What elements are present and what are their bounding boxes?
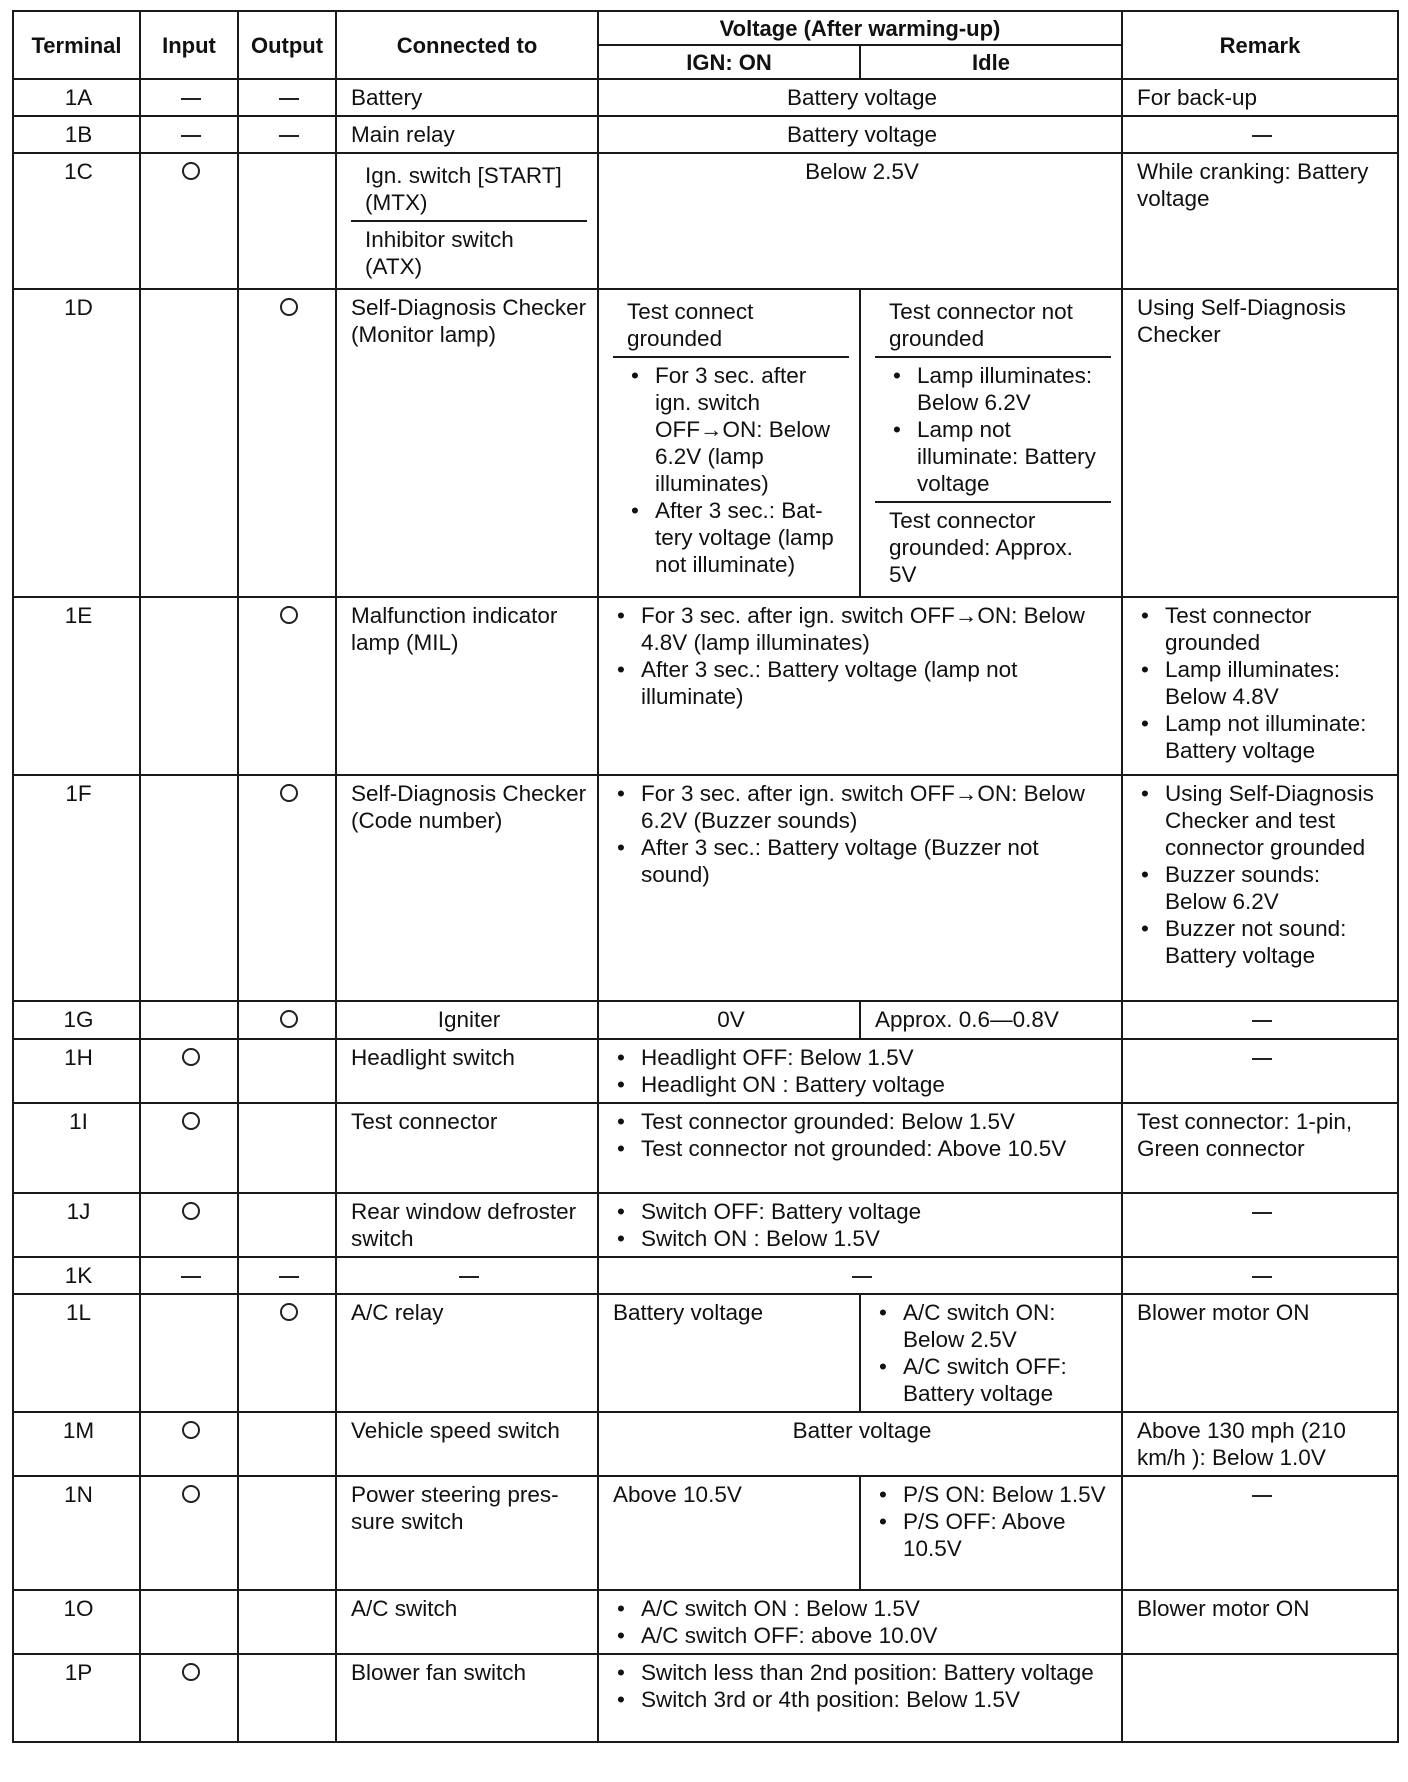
- ign-head: Test connect grounded: [627, 299, 754, 351]
- bullet-list: [627, 362, 839, 578]
- bullet-item: • Test connector grounded: [1165, 602, 1387, 656]
- connected-sub: Ign. switch [START] (MTX): [365, 163, 562, 215]
- bullet-item: • Test connector grounded: Below 1.5V: [641, 1108, 1111, 1135]
- dash-mark: [181, 98, 201, 100]
- terminal-cell: 1E: [13, 597, 140, 775]
- ign-cell: Battery voltage: [598, 1294, 860, 1412]
- input-cell: [140, 153, 238, 289]
- connected-cell: Malfunction indicator lamp (MIL): [336, 597, 598, 775]
- voltage-cell: Below 2.5V: [598, 153, 1122, 289]
- input-cell: [140, 1476, 238, 1590]
- dash-mark: [459, 1276, 479, 1278]
- output-cell: [238, 1001, 336, 1039]
- connected-cell: Vehicle speed switch: [336, 1412, 598, 1476]
- output-cell: [238, 1654, 336, 1742]
- remark-cell: [1122, 116, 1398, 153]
- connected-cell: Self-Diagnosis Checker (Monitor lamp): [336, 289, 598, 597]
- table-row: [13, 116, 1398, 153]
- output-cell: [238, 116, 336, 153]
- idle-foot: Test connector grounded: Approx. 5V: [875, 501, 1111, 592]
- connected-cell: Power steering pres-sure switch: [336, 1476, 598, 1590]
- bullet-item: • After 3 sec.: Battery voltage (Buzzer not sound): [641, 834, 1111, 888]
- circle-mark: [280, 784, 298, 802]
- bullet-item: • P/S ON: Below 1.5V: [903, 1481, 1111, 1508]
- header-terminal: Terminal: [13, 11, 140, 79]
- remark-cell: [1122, 1039, 1398, 1103]
- input-cell: [140, 1412, 238, 1476]
- terminal-cell: 1H: [13, 1039, 140, 1103]
- dash-mark: [1252, 135, 1272, 137]
- connected-cell: Rear window defroster switch: [336, 1193, 598, 1257]
- dash-mark: [279, 1276, 299, 1278]
- terminal-cell: 1D: [13, 289, 140, 597]
- terminal-cell: 1K: [13, 1257, 140, 1294]
- output-cell: [238, 1193, 336, 1257]
- bullet-item: • Switch 3rd or 4th position: Below 1.5V: [641, 1686, 1111, 1713]
- circle-mark: [182, 1048, 200, 1066]
- table-row: [13, 289, 1398, 597]
- input-cell: [140, 1001, 238, 1039]
- bullet-list: [613, 780, 1111, 888]
- bullet-item: • For 3 sec. after ign. switch OFF→ON: Below 6.2V (lamp illuminates): [655, 362, 839, 497]
- input-cell: [140, 1193, 238, 1257]
- terminal-voltage-table-page: [12, 10, 1397, 1743]
- header-remark: Remark: [1122, 11, 1398, 79]
- output-cell: [238, 1476, 336, 1590]
- remark-cell: While cranking: Battery voltage: [1122, 153, 1398, 289]
- bullet-list: [613, 1044, 1111, 1098]
- circle-mark: [182, 1112, 200, 1130]
- terminal-cell: 1A: [13, 79, 140, 116]
- table-row: [13, 597, 1398, 775]
- circle-mark: [182, 1202, 200, 1220]
- bullet-list: [889, 362, 1101, 497]
- output-cell: [238, 1412, 336, 1476]
- connected-sub: Inhibitor switch (ATX): [351, 220, 587, 284]
- header-row: [13, 11, 1398, 45]
- dash-mark: [279, 98, 299, 100]
- header-ign-on: IGN: ON: [598, 45, 860, 79]
- dash-mark: [1252, 1212, 1272, 1214]
- table-row: [13, 1103, 1398, 1193]
- input-cell: [140, 1103, 238, 1193]
- remark-cell: [1122, 1654, 1398, 1742]
- output-cell: [238, 1257, 336, 1294]
- bullet-item: • Switch OFF: Battery voltage: [641, 1198, 1111, 1225]
- circle-mark: [280, 606, 298, 624]
- table-row: [13, 775, 1398, 1001]
- table-row: [13, 1294, 1398, 1412]
- voltage-cell: [598, 1039, 1122, 1103]
- input-cell: [140, 289, 238, 597]
- header-input: Input: [140, 11, 238, 79]
- connected-cell: Test connector: [336, 1103, 598, 1193]
- bullet-list: [1137, 602, 1387, 764]
- connected-cell: [336, 153, 598, 289]
- remark-cell: [1122, 775, 1398, 1001]
- circle-mark: [182, 1421, 200, 1439]
- bullet-list: [613, 1659, 1111, 1713]
- output-cell: [238, 289, 336, 597]
- bullet-item: • Switch ON : Below 1.5V: [641, 1225, 1111, 1252]
- ign-list-wrap: [613, 356, 849, 582]
- remark-cell: [1122, 1257, 1398, 1294]
- remark-cell: Above 130 mph (210 km/h ): Below 1.0V: [1122, 1412, 1398, 1476]
- bullet-item: • P/S OFF: Above 10.5V: [903, 1508, 1111, 1562]
- connected-cell: A/C relay: [336, 1294, 598, 1412]
- header-output: Output: [238, 11, 336, 79]
- output-cell: [238, 1294, 336, 1412]
- idle-head: Test connector not grounded: [889, 299, 1073, 351]
- table-row: [13, 1412, 1398, 1476]
- table-row: [13, 1039, 1398, 1103]
- table-row: [13, 1590, 1398, 1654]
- dash-mark: [181, 135, 201, 137]
- output-cell: [238, 1590, 336, 1654]
- bullet-item: • Lamp illuminates: Below 4.8V: [1165, 656, 1387, 710]
- bullet-item: • Lamp not illuminate: Battery voltage: [1165, 710, 1387, 764]
- input-cell: [140, 775, 238, 1001]
- bullet-item: • For 3 sec. after ign. switch OFF→ON: Below 6.2V (Buzzer sounds): [641, 780, 1111, 834]
- idle-cell: [860, 1476, 1122, 1590]
- table-row: [13, 1654, 1398, 1742]
- voltage-cell: [598, 1590, 1122, 1654]
- bullet-list: [613, 1198, 1111, 1252]
- idle-list-wrap: [875, 356, 1111, 501]
- bullet-item: • A/C switch OFF: Battery voltage: [903, 1353, 1111, 1407]
- remark-cell: For back-up: [1122, 79, 1398, 116]
- terminal-cell: 1C: [13, 153, 140, 289]
- bullet-item: • Using Self-Diagnosis Checker and test connector grounded: [1165, 780, 1387, 861]
- remark-cell: [1122, 1476, 1398, 1590]
- circle-mark: [182, 1485, 200, 1503]
- header-voltage: Voltage (After warming-up): [598, 11, 1122, 45]
- bullet-item: • A/C switch OFF: above 10.0V: [641, 1622, 1111, 1649]
- connected-cell: Igniter: [336, 1001, 598, 1039]
- remark-cell: Blower motor ON: [1122, 1590, 1398, 1654]
- bullet-item: • Headlight ON : Battery voltage: [641, 1071, 1111, 1098]
- voltage-cell: [598, 1193, 1122, 1257]
- terminal-voltage-table: [12, 10, 1399, 1743]
- input-cell: [140, 79, 238, 116]
- remark-cell: Blower motor ON: [1122, 1294, 1398, 1412]
- terminal-cell: 1I: [13, 1103, 140, 1193]
- connected-cell: A/C switch: [336, 1590, 598, 1654]
- bullet-item: • Lamp illuminates: Below 6.2V: [917, 362, 1101, 416]
- voltage-cell: Batter voltage: [598, 1412, 1122, 1476]
- bullet-item: • Lamp not illuminate: Battery voltage: [917, 416, 1101, 497]
- terminal-cell: 1M: [13, 1412, 140, 1476]
- bullet-list: [613, 1108, 1111, 1162]
- voltage-cell: Battery voltage: [598, 116, 1122, 153]
- remark-cell: Using Self-Diagnosis Checker: [1122, 289, 1398, 597]
- remark-cell: [1122, 597, 1398, 775]
- table-row: [13, 79, 1398, 116]
- table-row: [13, 1476, 1398, 1590]
- terminal-cell: 1B: [13, 116, 140, 153]
- ign-cell: 0V: [598, 1001, 860, 1039]
- output-cell: [238, 1103, 336, 1193]
- input-cell: [140, 116, 238, 153]
- output-cell: [238, 597, 336, 775]
- input-cell: [140, 1654, 238, 1742]
- output-cell: [238, 79, 336, 116]
- input-cell: [140, 1294, 238, 1412]
- voltage-cell: [598, 1257, 1122, 1294]
- output-cell: [238, 1039, 336, 1103]
- bullet-item: • Headlight OFF: Below 1.5V: [641, 1044, 1111, 1071]
- remark-cell: Test connector: 1-pin, Green connector: [1122, 1103, 1398, 1193]
- voltage-cell: [598, 1654, 1122, 1742]
- circle-mark: [280, 298, 298, 316]
- bullet-item: • Switch less than 2nd position: Battery voltage: [641, 1659, 1111, 1686]
- dash-mark: [1252, 1020, 1272, 1022]
- dash-mark: [1252, 1276, 1272, 1278]
- bullet-item: • A/C switch ON : Below 1.5V: [641, 1595, 1111, 1622]
- circle-mark: [280, 1010, 298, 1028]
- input-cell: [140, 597, 238, 775]
- table-row: [13, 153, 1398, 289]
- input-cell: [140, 1590, 238, 1654]
- header-idle: Idle: [860, 45, 1122, 79]
- circle-mark: [182, 1663, 200, 1681]
- terminal-cell: 1P: [13, 1654, 140, 1742]
- circle-mark: [280, 1303, 298, 1321]
- bullet-item: • After 3 sec.: Bat-tery voltage (lamp not illuminate): [655, 497, 839, 578]
- idle-cell: [860, 1294, 1122, 1412]
- output-cell: [238, 775, 336, 1001]
- bullet-list: [875, 1481, 1111, 1562]
- connected-cell: Blower fan switch: [336, 1654, 598, 1742]
- dash-mark: [279, 135, 299, 137]
- bullet-item: • A/C switch ON: Below 2.5V: [903, 1299, 1111, 1353]
- bullet-list: [613, 1595, 1111, 1649]
- voltage-cell: Battery voltage: [598, 79, 1122, 116]
- voltage-cell: [598, 775, 1122, 1001]
- remark-cell: [1122, 1001, 1398, 1039]
- bullet-list: [613, 602, 1111, 710]
- connected-cell: Battery: [336, 79, 598, 116]
- connected-cell: Self-Diagnosis Checker (Code number): [336, 775, 598, 1001]
- remark-cell: [1122, 1193, 1398, 1257]
- terminal-cell: 1F: [13, 775, 140, 1001]
- terminal-cell: 1G: [13, 1001, 140, 1039]
- voltage-cell: [598, 597, 1122, 775]
- connected-cell: [336, 1257, 598, 1294]
- dash-mark: [852, 1276, 872, 1278]
- table-row: [13, 1193, 1398, 1257]
- connected-cell: Headlight switch: [336, 1039, 598, 1103]
- connected-cell: Main relay: [336, 116, 598, 153]
- ign-cell: Above 10.5V: [598, 1476, 860, 1590]
- idle-cell: Approx. 0.6—0.8V: [860, 1001, 1122, 1039]
- dash-mark: [1252, 1058, 1272, 1060]
- input-cell: [140, 1257, 238, 1294]
- output-cell: [238, 153, 336, 289]
- terminal-cell: 1L: [13, 1294, 140, 1412]
- dash-mark: [1252, 1495, 1272, 1497]
- input-cell: [140, 1039, 238, 1103]
- bullet-item: • Test connector not grounded: Above 10.5V: [641, 1135, 1111, 1162]
- table-row: [13, 1001, 1398, 1039]
- terminal-cell: 1O: [13, 1590, 140, 1654]
- idle-cell: [860, 289, 1122, 597]
- bullet-item: • Buzzer not sound: Battery voltage: [1165, 915, 1387, 969]
- bullet-list: [1137, 780, 1387, 969]
- bullet-list: [875, 1299, 1111, 1407]
- circle-mark: [182, 162, 200, 180]
- bullet-item: • For 3 sec. after ign. switch OFF→ON: Below 4.8V (lamp illuminates): [641, 602, 1111, 656]
- bullet-item: • After 3 sec.: Battery voltage (lamp not illuminate): [641, 656, 1111, 710]
- bullet-item: • Buzzer sounds: Below 6.2V: [1165, 861, 1387, 915]
- terminal-cell: 1N: [13, 1476, 140, 1590]
- header-connected-to: Connected to: [336, 11, 598, 79]
- dash-mark: [181, 1276, 201, 1278]
- table-row: [13, 1257, 1398, 1294]
- voltage-cell: [598, 1103, 1122, 1193]
- ign-cell: [598, 289, 860, 597]
- terminal-cell: 1J: [13, 1193, 140, 1257]
